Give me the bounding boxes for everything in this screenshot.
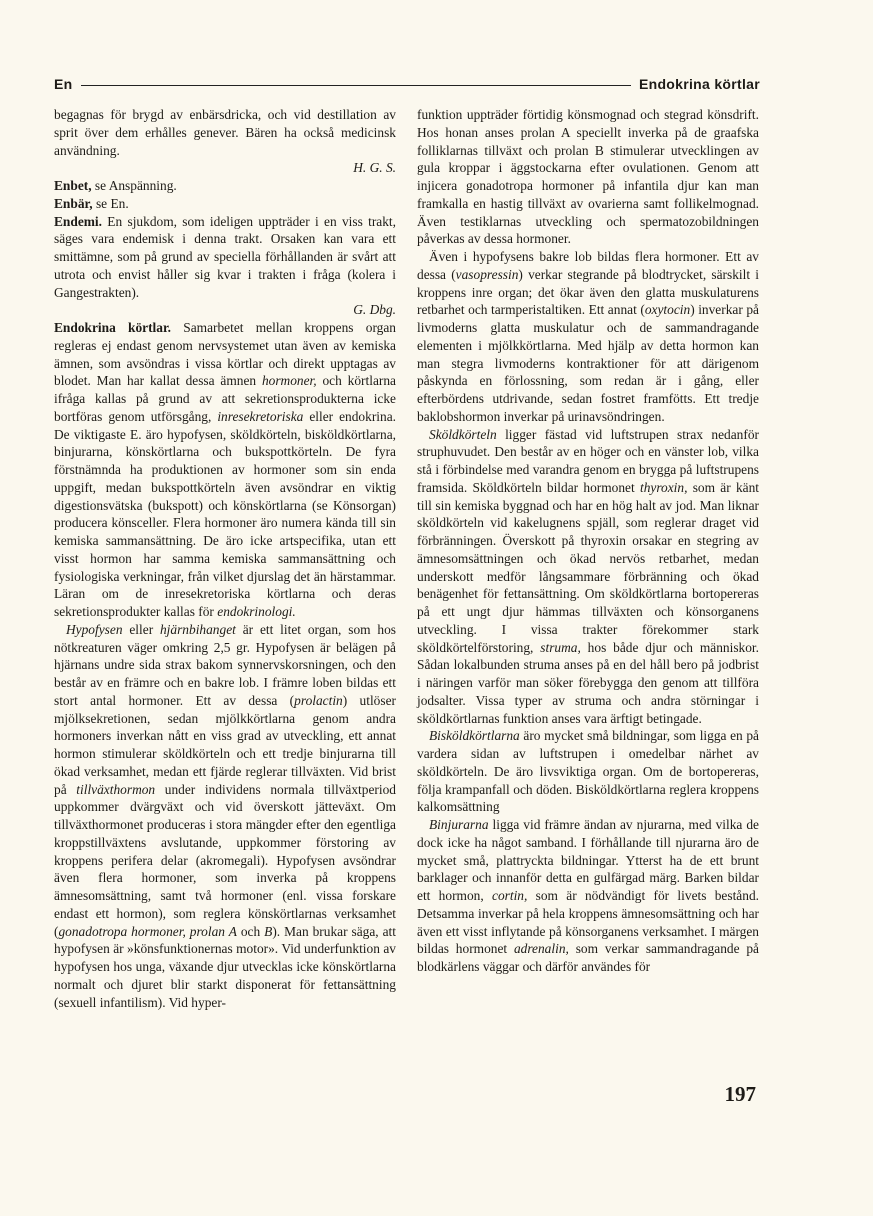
entry-headword: Endemi. bbox=[54, 213, 102, 229]
entry-headword: Enbet, bbox=[54, 178, 92, 193]
text-run: är ett litet organ, som hos nötkreaturen väger omkring 2,5 gr. Hypofysen är belägen på hjärnans undre sida strax bakom synnervskorsningen, och den består av en främre och en bakre lob. I främre loben bildas ett stort antal hormoner. Ett av dessa ( bbox=[54, 621, 396, 708]
running-header bbox=[54, 74, 760, 94]
italic-term: tillväxthormon bbox=[76, 781, 156, 797]
text-run: eller bbox=[122, 621, 160, 637]
text-run: hos både djur och människor. Sådan lokalbunden struma anses på en del håll bero på jodbrist i näringen varför man söker förebygga den genom att tillföra jodsalter. Vissa typer av struma och andra störningar i sköldkörtlarnas funktion anses vara ärftigt betingade. bbox=[417, 639, 759, 726]
italic-term: hjärnbihanget bbox=[159, 621, 236, 637]
italic-term: cortin, bbox=[492, 888, 528, 903]
text-run: se En. bbox=[92, 195, 129, 211]
right-column bbox=[417, 106, 759, 976]
text-run: funktion uppträder förtidig könsmognad och stegrad könsdrift. Hos honan anses prolan A speciellt inverka på de graafska folliklarnas tillväxt och prolan B stimulerar utvecklingen av gula kroppar i äggstockarna efter ovulationen. Genom att injicera gonadotropa hormoner på infantila djur kan man framkalla en hastig tillväxt av ovarierna samt follikelmognad. Även testiklarnas utveckling och spermatozobildningen påverkas av dessa hormoner. bbox=[417, 107, 759, 247]
header-left-keyword: En bbox=[54, 76, 73, 92]
italic-term: gonadotropa hormoner, prolan A bbox=[58, 923, 237, 939]
paragraph bbox=[417, 106, 759, 248]
italic-term: struma, bbox=[540, 639, 581, 655]
text-run: Även i hypofysens bakre lob bildas flera hormoner. Ett av dessa ( bbox=[417, 249, 759, 282]
italic-term: oxytocin bbox=[644, 302, 691, 318]
dictionary-entry bbox=[54, 177, 396, 195]
entry-headword: Enbär, bbox=[54, 195, 93, 211]
text-run: som är nödvändigt för livets bestånd. Detsamma inverkar på hela kroppens ämnesomsättning och har även ett visst inflytande på könsorganens verksamhet. I märgen bildas hormonet bbox=[417, 888, 759, 957]
dictionary-entry bbox=[54, 195, 396, 213]
paragraph bbox=[54, 106, 396, 177]
italic-term: endokrinologi. bbox=[217, 604, 296, 619]
paragraph bbox=[417, 426, 759, 728]
italic-term: adrenalin, bbox=[513, 941, 569, 957]
text-run: En sjukdom, som ideligen uppträder i en viss trakt, säges vara endemisk i denna trakt. Orsaken kan vara ett smittämne, som på grund av speciella förhållanden är svårt att utrota och envist håller sig kvar i trakten i fråga (kolera i Gangestrakten). bbox=[54, 213, 396, 300]
page-number: 197 bbox=[724, 1082, 756, 1106]
italic-term: inresekretoriska bbox=[217, 408, 304, 424]
italic-term: thyroxin, bbox=[639, 479, 688, 495]
dictionary-entry bbox=[54, 319, 396, 621]
text-run: och körtlarna ifråga kallas på grund av att sekretionsprodukterna icke bortföras genom utförsgång, bbox=[54, 373, 396, 424]
italic-term: Hypofysen bbox=[66, 621, 123, 637]
italic-term: Bisköldkörtlarna bbox=[429, 728, 520, 744]
text-run: begagnas för brygd av enbärsdricka, och vid destillation av sprit över dem erhålles genever. Bären ha också medicinsk användning. bbox=[54, 107, 396, 158]
italic-term: hormoner, bbox=[261, 373, 317, 389]
header-right-keyword: Endokrina körtlar bbox=[638, 76, 760, 92]
text-run: som verkar sammandragande på blodkärlens väggar och därför användes för bbox=[417, 941, 759, 974]
text-run: ) verkar stegrande på blodtrycket, särskilt i kroppens inre organ; det ökar även den glatta muskulaturens retbarhet och tarmperistaltiken. Ett annat ( bbox=[417, 266, 759, 318]
text-run: eller endokrina. De viktigaste E. äro hypofysen, sköldkörteln, bisköldkörtlarna, binjurarna, könskörtlarna och bukspottkörteln. De fyra förstnämnda ha produktionen av hormoner som sin enda uppgift, medan bukspottkörteln även avsöndrar en viktig digestionsvätska (bukspott) och könskörtlarna (se Könsorgan) producera könsceller. Flera hormoner äro numera kända till sin kemiska sammansättning. De äro icke artspecifika, utan ett visst hormon har samma kemiska sammansättning och fysiologiska verkningar, från vilket djurslag det än härstammar. Läran om de inresekretoriska körtlarna och deras sekretionsprodukter kallas för bbox=[54, 408, 396, 619]
paragraph bbox=[417, 816, 759, 976]
italic-term: Binjurarna bbox=[429, 817, 489, 832]
text-run: ligger fästad vid luftstrupen strax nedanför struphuvudet. Den består av en höger och en vänster lob, vilka stå i förbindelse med varandra genom en brygga på luftstrupens framsida. Sköldkörteln bildar hormonet bbox=[417, 426, 759, 495]
entry-headword: Endokrina körtlar. bbox=[54, 320, 172, 335]
left-column bbox=[54, 106, 396, 1011]
italic-term: Sköldkörteln bbox=[429, 426, 497, 442]
text-run: under individens normala tillväxtperiod uppkommer dvärgväxt och vid överskott jätteväxt. Om tillväxthormonet produceras i stora mängder efter den egentliga kroppstillväxtens avslutande, uppkommer förstoring av kroppens perifera delar (akromegali). Hypofysen avsöndrar även flera hormoner, som inverka på kroppens ämnesomsättning, samt två hormoner (enl. vissa forskare endast ett hormon), som reglera könskörtlarnas verksamhet ( bbox=[54, 781, 396, 939]
text-run: Samarbetet mellan kroppens organ regleras ej endast genom nervsystemet utan även av kemiska ämnen, som avsöndras i vissa körtlar och direkt upptagas av blodet. Man har kallat dessa ämnen bbox=[54, 320, 396, 389]
text-run: se Anspänning. bbox=[91, 178, 177, 193]
italic-term: B bbox=[264, 923, 273, 939]
text-run: ) inverkar på livmoderns glatta muskulatur och de sammandragande elementen i mjölkkörtlarna. Med hjälp av detta hormon kan man stegra livmoderns kontraktioner för att därigenom påskynda en förlossning, som redan är i gång, eller efterbördens utdrivande, sedan fostret framfötts. Ett tredje baklobshormon inverkar på urinavsöndringen. bbox=[417, 302, 759, 424]
header-rule bbox=[81, 85, 631, 86]
dictionary-entry bbox=[54, 213, 396, 320]
text-run: äro mycket små bildningar, som ligga en på vardera sidan av luftstrupen i omedelbar närhet av sköldkörteln. De äro livsviktiga organ. Om de bortopereras, följa krampanfall och döden. Bisköldkörtlarna reglera kroppens kalkomsättning bbox=[417, 728, 759, 815]
text-run: ) utlöser mjölksekretionen, sedan mjölkkörtlarna genom andra hormoners inverkan nått en viss grad av utveckling, ett annat hormon stimulerar sköldkörteln och ett tredje binjurarna till ökad verksamhet, medan ett fjärde reglerar tillväxten. Vid brist på bbox=[54, 692, 396, 797]
italic-term: vasopressin bbox=[455, 266, 519, 282]
text-run: och bbox=[236, 923, 265, 939]
text-run: ligga vid främre ändan av njurarna, med vilka de dock icke ha något samband. I förhållande till njurarna äro de mycket små, plattryckta bildningar. Ytterst ha de ett brunt barklager och innanför detta en gulfärgad märg. Barken bildar ett hormon, bbox=[417, 817, 759, 903]
paragraph bbox=[54, 621, 396, 1012]
italic-term: prolactin bbox=[294, 692, 343, 708]
text-run: som är känt till sin kemiska byggnad och har en hög halt av jod. Man liknar sköldkörteln vid kakelugnens spjäll, som reglerar draget vid förbränningen. Överskott på thyroxin orsakar en stegring av ämnesomsättningen och ökad nervös retbarhet, medan underskott medför långsammare förbränning och ökad benägenhet för fettansättning. Om sköldkörtlarna bortopereras på ett ungt djur hämmas tillväxten och könsorganens utveckling. I vissa trakter förekommer stark sköldkörtelförstoring, bbox=[417, 479, 760, 655]
text-run: ). Man brukar säga, att hypofysen är »könsfunktionernas motor». Vid underfunktion av hypofysen hos unga, växande djur utvecklas icke könskörtlarna normalt och djuret blir starkt disponerat för fettansättning (sexuell infantilism). Vid hyper- bbox=[54, 923, 396, 1010]
author-signature: H. G. S. bbox=[353, 160, 396, 176]
paragraph bbox=[417, 248, 759, 426]
paragraph bbox=[417, 727, 759, 816]
author-signature: G. Dbg. bbox=[353, 302, 396, 318]
